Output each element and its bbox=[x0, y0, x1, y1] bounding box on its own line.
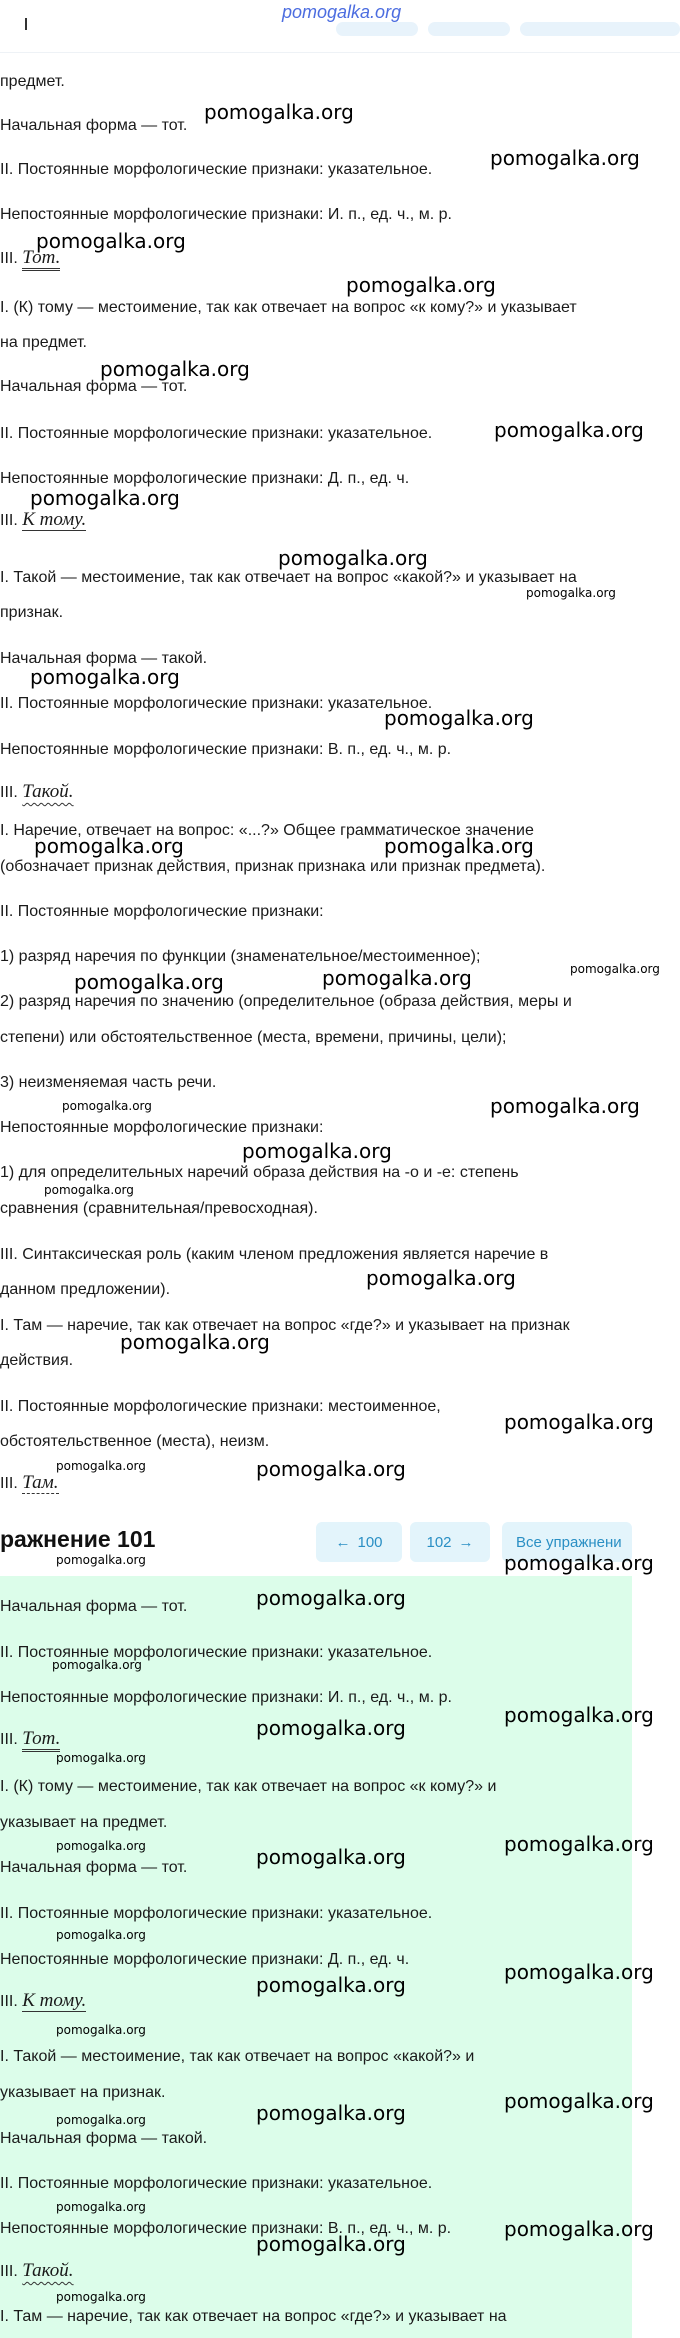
site-logo[interactable]: pomogalka.org bbox=[282, 2, 402, 22]
text-line: II. Постоянные морфологические признаки: указательное. bbox=[0, 695, 433, 712]
parsed-word: Там. bbox=[22, 1472, 59, 1493]
parsed-word: К тому. bbox=[22, 509, 87, 530]
watermark: pomogalka.org bbox=[494, 418, 644, 442]
text-line: указывает на признак. bbox=[0, 2084, 166, 2101]
watermark: pomogalka.org bbox=[366, 1266, 516, 1290]
watermark: pomogalka.org bbox=[504, 1832, 654, 1856]
watermark: pomogalka.org bbox=[100, 357, 250, 381]
text-line: III. Тот. bbox=[0, 1729, 60, 1750]
text-line: обстоятельственное (места), неизм. bbox=[0, 1433, 270, 1450]
exercise-title: ражнение 101 bbox=[0, 1526, 156, 1552]
watermark: pomogalka.org bbox=[56, 1839, 146, 1853]
text-line: 1) разряд наречия по функции (знаменательное/местоименное); bbox=[0, 948, 481, 965]
text-line: II. Постоянные морфологические признаки: местоименное, bbox=[0, 1398, 441, 1415]
text-line: 3) неизменяемая часть речи. bbox=[0, 1074, 217, 1091]
watermark: pomogalka.org bbox=[56, 1459, 146, 1473]
text-line: III. К тому. bbox=[0, 1990, 87, 2011]
nav-pill[interactable] bbox=[428, 22, 510, 36]
nav-pill[interactable] bbox=[336, 22, 418, 36]
text-line: II. Постоянные морфологические признаки: указательное. bbox=[0, 425, 433, 442]
watermark: pomogalka.org bbox=[56, 1751, 146, 1765]
watermark: pomogalka.org bbox=[204, 100, 354, 124]
watermark: pomogalka.org bbox=[504, 2217, 654, 2241]
watermark: pomogalka.org bbox=[56, 1553, 146, 1567]
watermark: pomogalka.org bbox=[36, 229, 186, 253]
watermark: pomogalka.org bbox=[242, 1139, 392, 1163]
menu-icon[interactable] bbox=[25, 18, 27, 30]
text-line: 2) разряд наречия по значению (определительное (образа действия, меры и bbox=[0, 993, 572, 1010]
watermark: pomogalka.org bbox=[30, 486, 180, 510]
parsed-word: К тому. bbox=[22, 1990, 87, 2011]
watermark: pomogalka.org bbox=[504, 1703, 654, 1727]
watermark: pomogalka.org bbox=[256, 1716, 406, 1740]
arrow-left-icon: ← bbox=[335, 1533, 351, 1551]
text-line: II. Постоянные морфологические признаки: указательное. bbox=[0, 1905, 433, 1922]
watermark: pomogalka.org bbox=[322, 966, 472, 990]
watermark: pomogalka.org bbox=[490, 146, 640, 170]
parsed-word: Такой. bbox=[22, 781, 74, 802]
text-line: (обозначает признак действия, признак признака или признак предмета). bbox=[0, 858, 546, 875]
text-line: Непостоянные морфологические признаки: Д. п., ед. ч. bbox=[0, 470, 410, 487]
watermark: pomogalka.org bbox=[570, 962, 660, 976]
text-line: Начальная форма — тот. bbox=[0, 1859, 188, 1876]
text-line: III. Тот. bbox=[0, 248, 60, 269]
text-line: II. Постоянные морфологические признаки: указательное. bbox=[0, 2175, 433, 2192]
text-line: Непостоянные морфологические признаки: И. п., ед. ч., м. р. bbox=[0, 1689, 452, 1706]
text-line: III. Такой. bbox=[0, 2260, 74, 2281]
text-line: III. Такой. bbox=[0, 781, 74, 802]
watermark: pomogalka.org bbox=[52, 1658, 142, 1672]
text-line: Начальная форма — такой. bbox=[0, 2130, 208, 2147]
watermark: pomogalka.org bbox=[256, 1457, 406, 1481]
prev-exercise-button[interactable]: ← 100 bbox=[316, 1522, 402, 1562]
text-line: Начальная форма — тот. bbox=[0, 378, 188, 395]
text-line: III. Синтаксическая роль (каким членом предложения является наречие в bbox=[0, 1246, 549, 1263]
top-bar bbox=[0, 0, 680, 53]
watermark: pomogalka.org bbox=[120, 1330, 270, 1354]
watermark: pomogalka.org bbox=[504, 2089, 654, 2113]
watermark: pomogalka.org bbox=[504, 1410, 654, 1434]
text-line: II. Постоянные морфологические признаки: указательное. bbox=[0, 1644, 433, 1661]
watermark: pomogalka.org bbox=[490, 1094, 640, 1118]
watermark: pomogalka.org bbox=[34, 834, 184, 858]
text-line: I. Там — наречие, так как отвечает на вопрос «где?» и указывает на признак bbox=[0, 1317, 570, 1334]
watermark: pomogalka.org bbox=[56, 2200, 146, 2214]
text-line: указывает на предмет. bbox=[0, 1814, 168, 1831]
text-line: I. Такой — местоимение, так как отвечает на вопрос «какой?» и указывает на bbox=[0, 569, 577, 586]
watermark: pomogalka.org bbox=[504, 1960, 654, 1984]
watermark: pomogalka.org bbox=[74, 970, 224, 994]
text-line: III. К тому. bbox=[0, 509, 87, 530]
watermark: pomogalka.org bbox=[346, 273, 496, 297]
text-line: Непостоянные морфологические признаки: В. п., ед. ч., м. р. bbox=[0, 741, 452, 758]
watermark: pomogalka.org bbox=[256, 1973, 406, 1997]
watermark: pomogalka.org bbox=[30, 665, 180, 689]
watermark: pomogalka.org bbox=[56, 2290, 146, 2304]
parsed-word: Такой. bbox=[22, 2260, 74, 2281]
watermark: pomogalka.org bbox=[504, 1551, 654, 1575]
parsed-word: Тот. bbox=[22, 1728, 60, 1752]
nav-pill[interactable] bbox=[520, 22, 680, 36]
text-line: Непостоянные морфологические признаки: И. п., ед. ч., м. р. bbox=[0, 206, 452, 223]
watermark: pomogalka.org bbox=[256, 1586, 406, 1610]
watermark: pomogalka.org bbox=[56, 2023, 146, 2037]
watermark: pomogalka.org bbox=[526, 586, 616, 600]
text-line: Непостоянные морфологические признаки: bbox=[0, 1119, 324, 1136]
text-line: I. (К) тому — местоимение, так как отвечает на вопрос «к кому?» и указывает bbox=[0, 299, 577, 316]
text-line: 1) для определительных наречий образа действия на -о и -е: степень bbox=[0, 1164, 519, 1181]
text-line: Начальная форма — тот. bbox=[0, 1598, 188, 1615]
text-line: степени) или обстоятельственное (места, времени, причины, цели); bbox=[0, 1029, 507, 1046]
text-line: сравнения (сравнительная/превосходная). bbox=[0, 1200, 318, 1217]
text-line: признак. bbox=[0, 604, 64, 621]
text-line: на предмет. bbox=[0, 334, 87, 351]
watermark: pomogalka.org bbox=[256, 1845, 406, 1869]
text-line: III. Там. bbox=[0, 1472, 59, 1493]
watermark: pomogalka.org bbox=[256, 2101, 406, 2125]
text-line: Непостоянные морфологические признаки: Д. п., ед. ч. bbox=[0, 1951, 410, 1968]
text-line: данном предложении). bbox=[0, 1281, 171, 1298]
text-line: II. Постоянные морфологические признаки: указательное. bbox=[0, 161, 433, 178]
watermark: pomogalka.org bbox=[56, 2113, 146, 2127]
next-exercise-button[interactable]: 102 → bbox=[410, 1522, 490, 1562]
text-line: I. Наречие, отвечает на вопрос: «...?» Общее грамматическое значение bbox=[0, 822, 534, 839]
watermark: pomogalka.org bbox=[62, 1099, 152, 1113]
text-line: I. (К) тому — местоимение, так как отвечает на вопрос «к кому?» и bbox=[0, 1778, 497, 1795]
watermark: pomogalka.org bbox=[44, 1183, 134, 1197]
text-line: Начальная форма — тот. bbox=[0, 117, 188, 134]
text-line: Начальная форма — такой. bbox=[0, 650, 208, 667]
parsed-word: Тот. bbox=[22, 247, 60, 271]
watermark: pomogalka.org bbox=[384, 834, 534, 858]
arrow-right-icon: → bbox=[458, 1533, 474, 1551]
text-line: предмет. bbox=[0, 73, 65, 90]
watermark: pomogalka.org bbox=[278, 546, 428, 570]
watermark: pomogalka.org bbox=[56, 1928, 146, 1942]
all-exercises-button[interactable]: Все упражнени bbox=[502, 1522, 632, 1562]
text-line: I. Там — наречие, так как отвечает на вопрос «где?» и указывает на bbox=[0, 2308, 507, 2325]
text-line: Непостоянные морфологические признаки: В. п., ед. ч., м. р. bbox=[0, 2220, 452, 2237]
watermark: pomogalka.org bbox=[384, 706, 534, 730]
text-line: I. Такой — местоимение, так как отвечает на вопрос «какой?» и bbox=[0, 2048, 475, 2065]
text-line: II. Постоянные морфологические признаки: bbox=[0, 903, 324, 920]
text-line: действия. bbox=[0, 1352, 74, 1369]
watermark: pomogalka.org bbox=[256, 2232, 406, 2256]
